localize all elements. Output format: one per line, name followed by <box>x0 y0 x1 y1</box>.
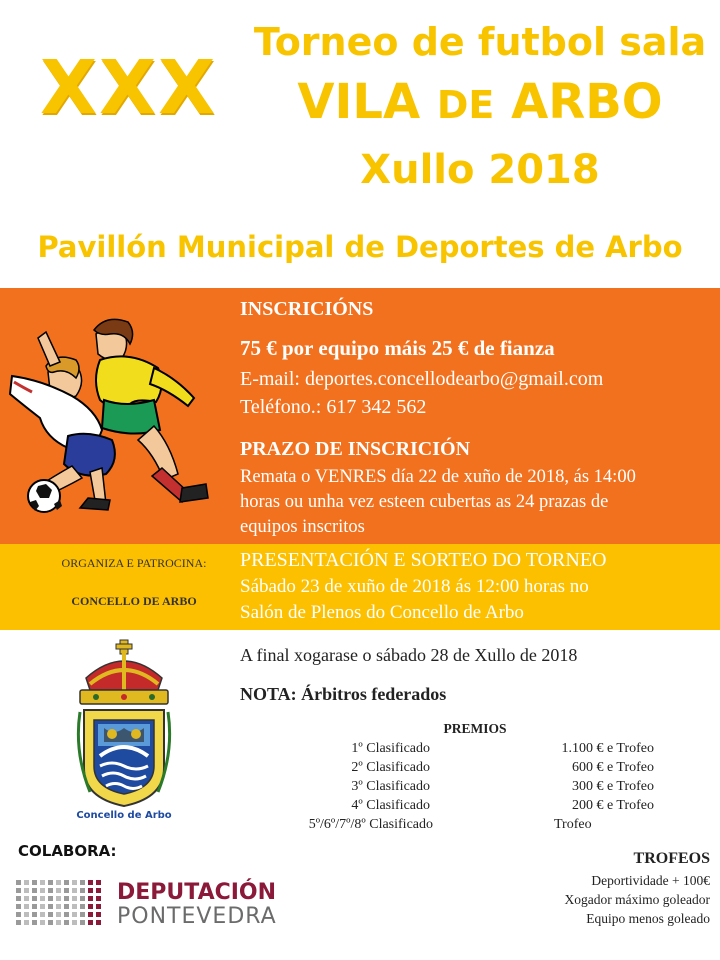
concello-arbo-crest <box>66 638 182 822</box>
logo-dot <box>64 896 69 901</box>
prize-value: 300 € e Trofeo <box>571 779 654 794</box>
logo-dot <box>96 912 101 917</box>
logo-dot <box>40 920 45 925</box>
logo-dot <box>24 888 29 893</box>
trophy-item: Equipo menos goleado <box>586 911 710 926</box>
logo-dot <box>16 888 21 893</box>
logo-dot <box>16 920 21 925</box>
logo-dot <box>88 880 93 885</box>
logo-dot <box>48 896 53 901</box>
prizes-heading: PREMIOS <box>443 721 507 736</box>
logo-dot <box>48 904 53 909</box>
deadline-line-2: horas ou unha vez esteen cubertas as 24 prazas de <box>240 492 609 512</box>
logo-dot <box>80 888 85 893</box>
logo-dot <box>40 912 45 917</box>
logo-dot <box>40 880 45 885</box>
logo-dot <box>88 912 93 917</box>
prize-place: 4º Clasificado <box>351 798 430 813</box>
deputacion-name: DEPUTACIÓN <box>117 880 277 905</box>
tournament-location <box>250 72 710 135</box>
prize-value: 1.100 € e Trofeo <box>561 741 654 756</box>
logo-dot <box>24 880 29 885</box>
venue-title: Pavillón Municipal de Deportes de Arbo <box>37 230 683 264</box>
logo-dot <box>72 920 77 925</box>
tournament-date: Xullo 2018 <box>360 147 600 193</box>
deputacion-dots-logo <box>16 880 108 928</box>
logo-dot <box>96 896 101 901</box>
logo-dot <box>56 880 61 885</box>
logo-dot <box>32 920 37 925</box>
logo-dot <box>96 888 101 893</box>
logo-dot <box>32 896 37 901</box>
crest-label: Concello de Arbo <box>76 810 172 821</box>
logo-dot <box>32 912 37 917</box>
presentation-line-1: Sábado 23 de xuño de 2018 ás 12:00 horas no <box>240 576 589 597</box>
deadline-line-1: Remata o VENRES día 22 de xuño de 2018, ás 14:00 <box>240 467 636 487</box>
inscription-email: E-mail: deportes.concellodearbo@gmail.com <box>240 368 604 390</box>
logo-dot <box>64 904 69 909</box>
trophy-item: Deportividade + 100€ <box>591 873 710 888</box>
prize-place: 2º Clasificado <box>351 760 430 775</box>
logo-dot <box>96 904 101 909</box>
prize-place: 1º Clasificado <box>351 741 430 756</box>
logo-dot <box>16 904 21 909</box>
logo-dot <box>24 920 29 925</box>
logo-dot <box>72 896 77 901</box>
deadline-heading: PRAZO DE INSCRICIÓN <box>240 438 471 460</box>
final-date: A final xogarase o sábado 28 de Xullo de 2018 <box>240 645 578 665</box>
logo-dot <box>64 888 69 893</box>
logo-dot <box>72 888 77 893</box>
prize-value: Trofeo <box>554 817 592 832</box>
logo-dot <box>72 904 77 909</box>
organizer-label: ORGANIZA E PATROCINA: <box>61 556 207 570</box>
logo-dot <box>32 888 37 893</box>
logo-dot <box>64 880 69 885</box>
referee-note: NOTA: Árbitros federados <box>240 684 447 704</box>
inscription-heading: INSCRICIÓNS <box>240 298 374 320</box>
logo-dot <box>48 888 53 893</box>
collaborator-label: COLABORA: <box>18 842 117 860</box>
logo-dot <box>48 880 53 885</box>
logo-dot <box>24 896 29 901</box>
presentation-heading: PRESENTACIÓN E SORTEO DO TORNEO <box>240 549 607 571</box>
logo-dot <box>80 904 85 909</box>
deadline-line-3: equipos inscritos <box>240 517 365 537</box>
logo-dot <box>88 920 93 925</box>
logo-dot <box>48 920 53 925</box>
logo-dot <box>56 920 61 925</box>
logo-dot <box>80 880 85 885</box>
location-word-vila: VILA <box>297 74 437 130</box>
location-word-arbo: ARBO <box>494 74 663 130</box>
logo-dot <box>32 880 37 885</box>
inscription-price: 75 € por equipo máis 25 € de fianza <box>240 336 555 360</box>
logo-dot <box>24 912 29 917</box>
logo-dot <box>48 912 53 917</box>
deputacion-province: PONTEVEDRA <box>117 904 277 929</box>
logo-dot <box>96 920 101 925</box>
prize-value: 200 € e Trofeo <box>571 798 654 813</box>
logo-dot <box>88 888 93 893</box>
prize-place: 3º Clasificado <box>351 779 430 794</box>
logo-dot <box>16 896 21 901</box>
logo-dot <box>16 880 21 885</box>
trophies-heading: TROFEOS <box>633 850 710 867</box>
logo-dot <box>40 896 45 901</box>
logo-dot <box>56 888 61 893</box>
logo-dot <box>40 888 45 893</box>
logo-dot <box>64 920 69 925</box>
edition-number: XXX <box>40 45 218 131</box>
logo-dot <box>88 896 93 901</box>
organizer-name: CONCELLO DE ARBO <box>71 594 197 608</box>
logo-dot <box>80 912 85 917</box>
logo-dot <box>96 880 101 885</box>
tournament-title: Torneo de futbol sala <box>253 20 707 64</box>
prize-value: 600 € e Trofeo <box>571 760 654 775</box>
logo-dot <box>72 880 77 885</box>
logo-dot <box>24 904 29 909</box>
prize-place: 5º/6º/7º/8º Clasificado <box>308 817 433 832</box>
logo-dot <box>72 912 77 917</box>
logo-dot <box>56 912 61 917</box>
trophy-item: Xogador máximo goleador <box>564 892 710 907</box>
logo-dot <box>88 904 93 909</box>
logo-dot <box>80 920 85 925</box>
inscription-phone: Teléfono.: 617 342 562 <box>240 396 427 418</box>
logo-dot <box>40 904 45 909</box>
logo-dot <box>56 904 61 909</box>
presentation-line-2: Salón de Plenos do Concello de Arbo <box>240 602 524 623</box>
logo-dot <box>32 904 37 909</box>
logo-dot <box>56 896 61 901</box>
logo-dot <box>64 912 69 917</box>
logo-dot <box>80 896 85 901</box>
football-players-illustration <box>4 316 230 522</box>
location-word-de: DE <box>436 83 495 127</box>
logo-dot <box>16 912 21 917</box>
